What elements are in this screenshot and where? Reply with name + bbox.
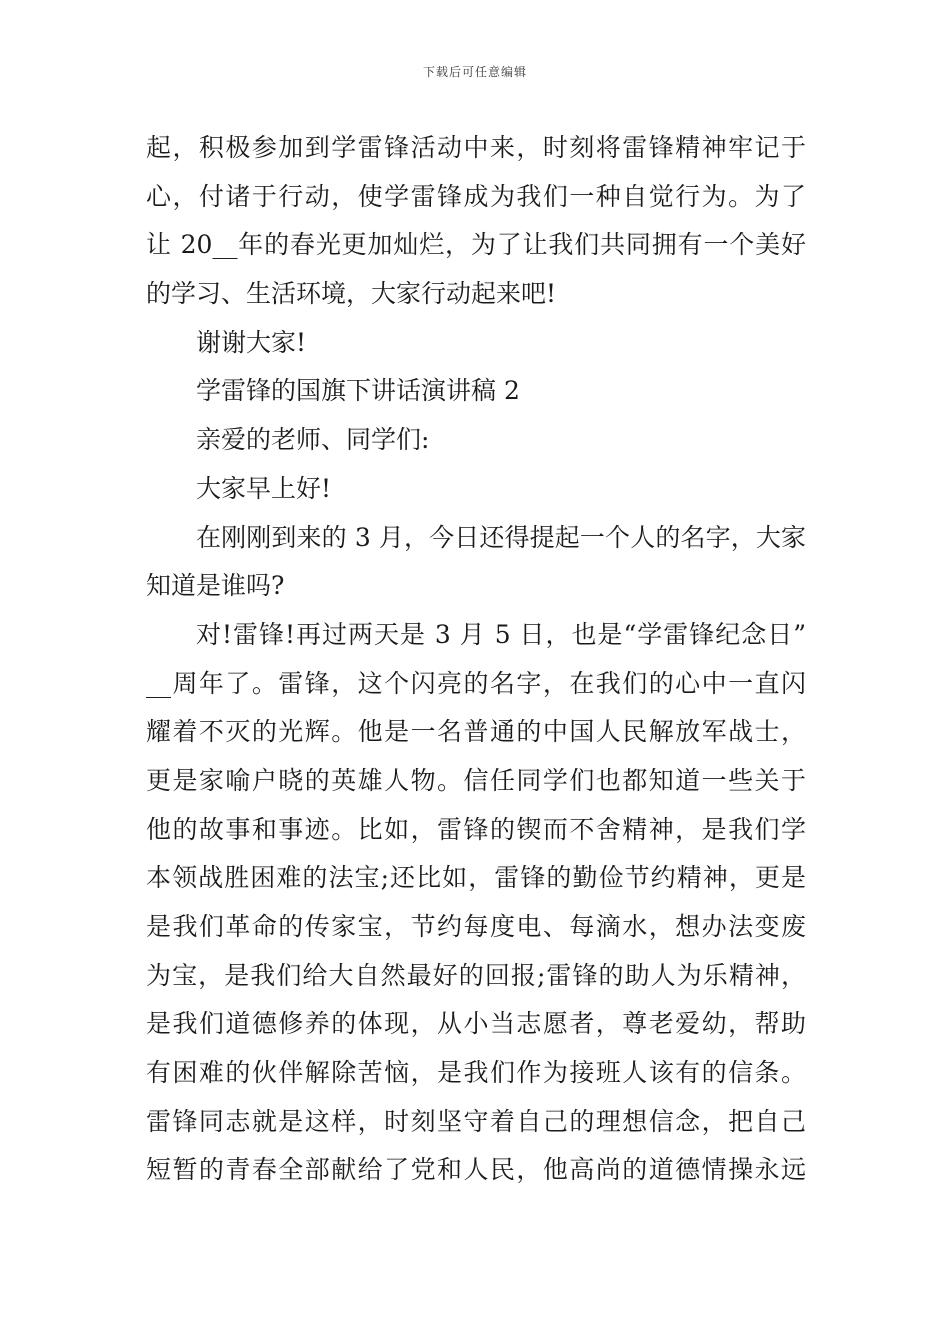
text-line: 的学习、生活环境，大家行动起来吧! — [146, 279, 557, 309]
greeting: 大家早上好! — [196, 473, 332, 503]
text-line: 为宝，是我们给大自然最好的回报;雷锋的助人为乐精神， — [146, 960, 806, 990]
text-line: 谢谢大家! — [196, 327, 307, 357]
text-line: 短暂的青春全部献给了党和人民，他高尚的道德情操永远 — [146, 1155, 806, 1185]
text-line: 更是家喻户晓的英雄人物。信任同学们也都知道一些关于 — [146, 765, 806, 795]
section-title: 学雷锋的国旗下讲话演讲稿 2 — [196, 376, 520, 406]
text-line: 他的故事和事迹。比如，雷锋的锲而不舍精神，是我们学 — [146, 814, 806, 844]
text-line: 耀着不灭的光辉。他是一名普通的中国人民解放军战士， — [146, 717, 806, 747]
text-line: 对!雷锋!再过两天是 3 月 5 日，也是“学雷锋纪念日” — [196, 619, 806, 649]
text-line: 雷锋同志就是这样，时刻坚守着自己的理想信念，把自己 — [146, 1106, 806, 1136]
text-line: 让 20__年的春光更加灿烂，为了让我们共同拥有一个美好 — [146, 230, 806, 260]
document-body — [146, 124, 806, 1195]
text-line: 本领战胜困难的法宝;还比如，雷锋的勤俭节约精神，更是 — [146, 863, 806, 893]
salutation: 亲爱的老师、同学们: — [196, 425, 430, 455]
text-line: 是我们道德修养的体现，从小当志愿者，尊老爱幼，帮助 — [146, 1009, 806, 1039]
text-line: 起，积极参加到学雷锋活动中来，时刻将雷锋精神牢记于 — [146, 133, 806, 162]
text-line: __周年了。雷锋，这个闪亮的名字，在我们的心中一直闪 — [146, 668, 806, 698]
text-line: 有困难的伙伴解除苦恼，是我们作为接班人该有的信条。 — [146, 1058, 806, 1088]
text-line: 知道是谁吗? — [146, 571, 285, 601]
text-line: 心，付诸于行动，使学雷锋成为我们一种自觉行为。为了 — [146, 181, 806, 211]
text-line: 是我们革命的传家宝，节约每度电、每滴水，想办法变废 — [146, 912, 806, 941]
page-header: 下载后可任意编辑 — [422, 65, 527, 79]
text-line: 在刚刚到来的 3 月，今日还得提起一个人的名字，大家 — [196, 522, 806, 552]
